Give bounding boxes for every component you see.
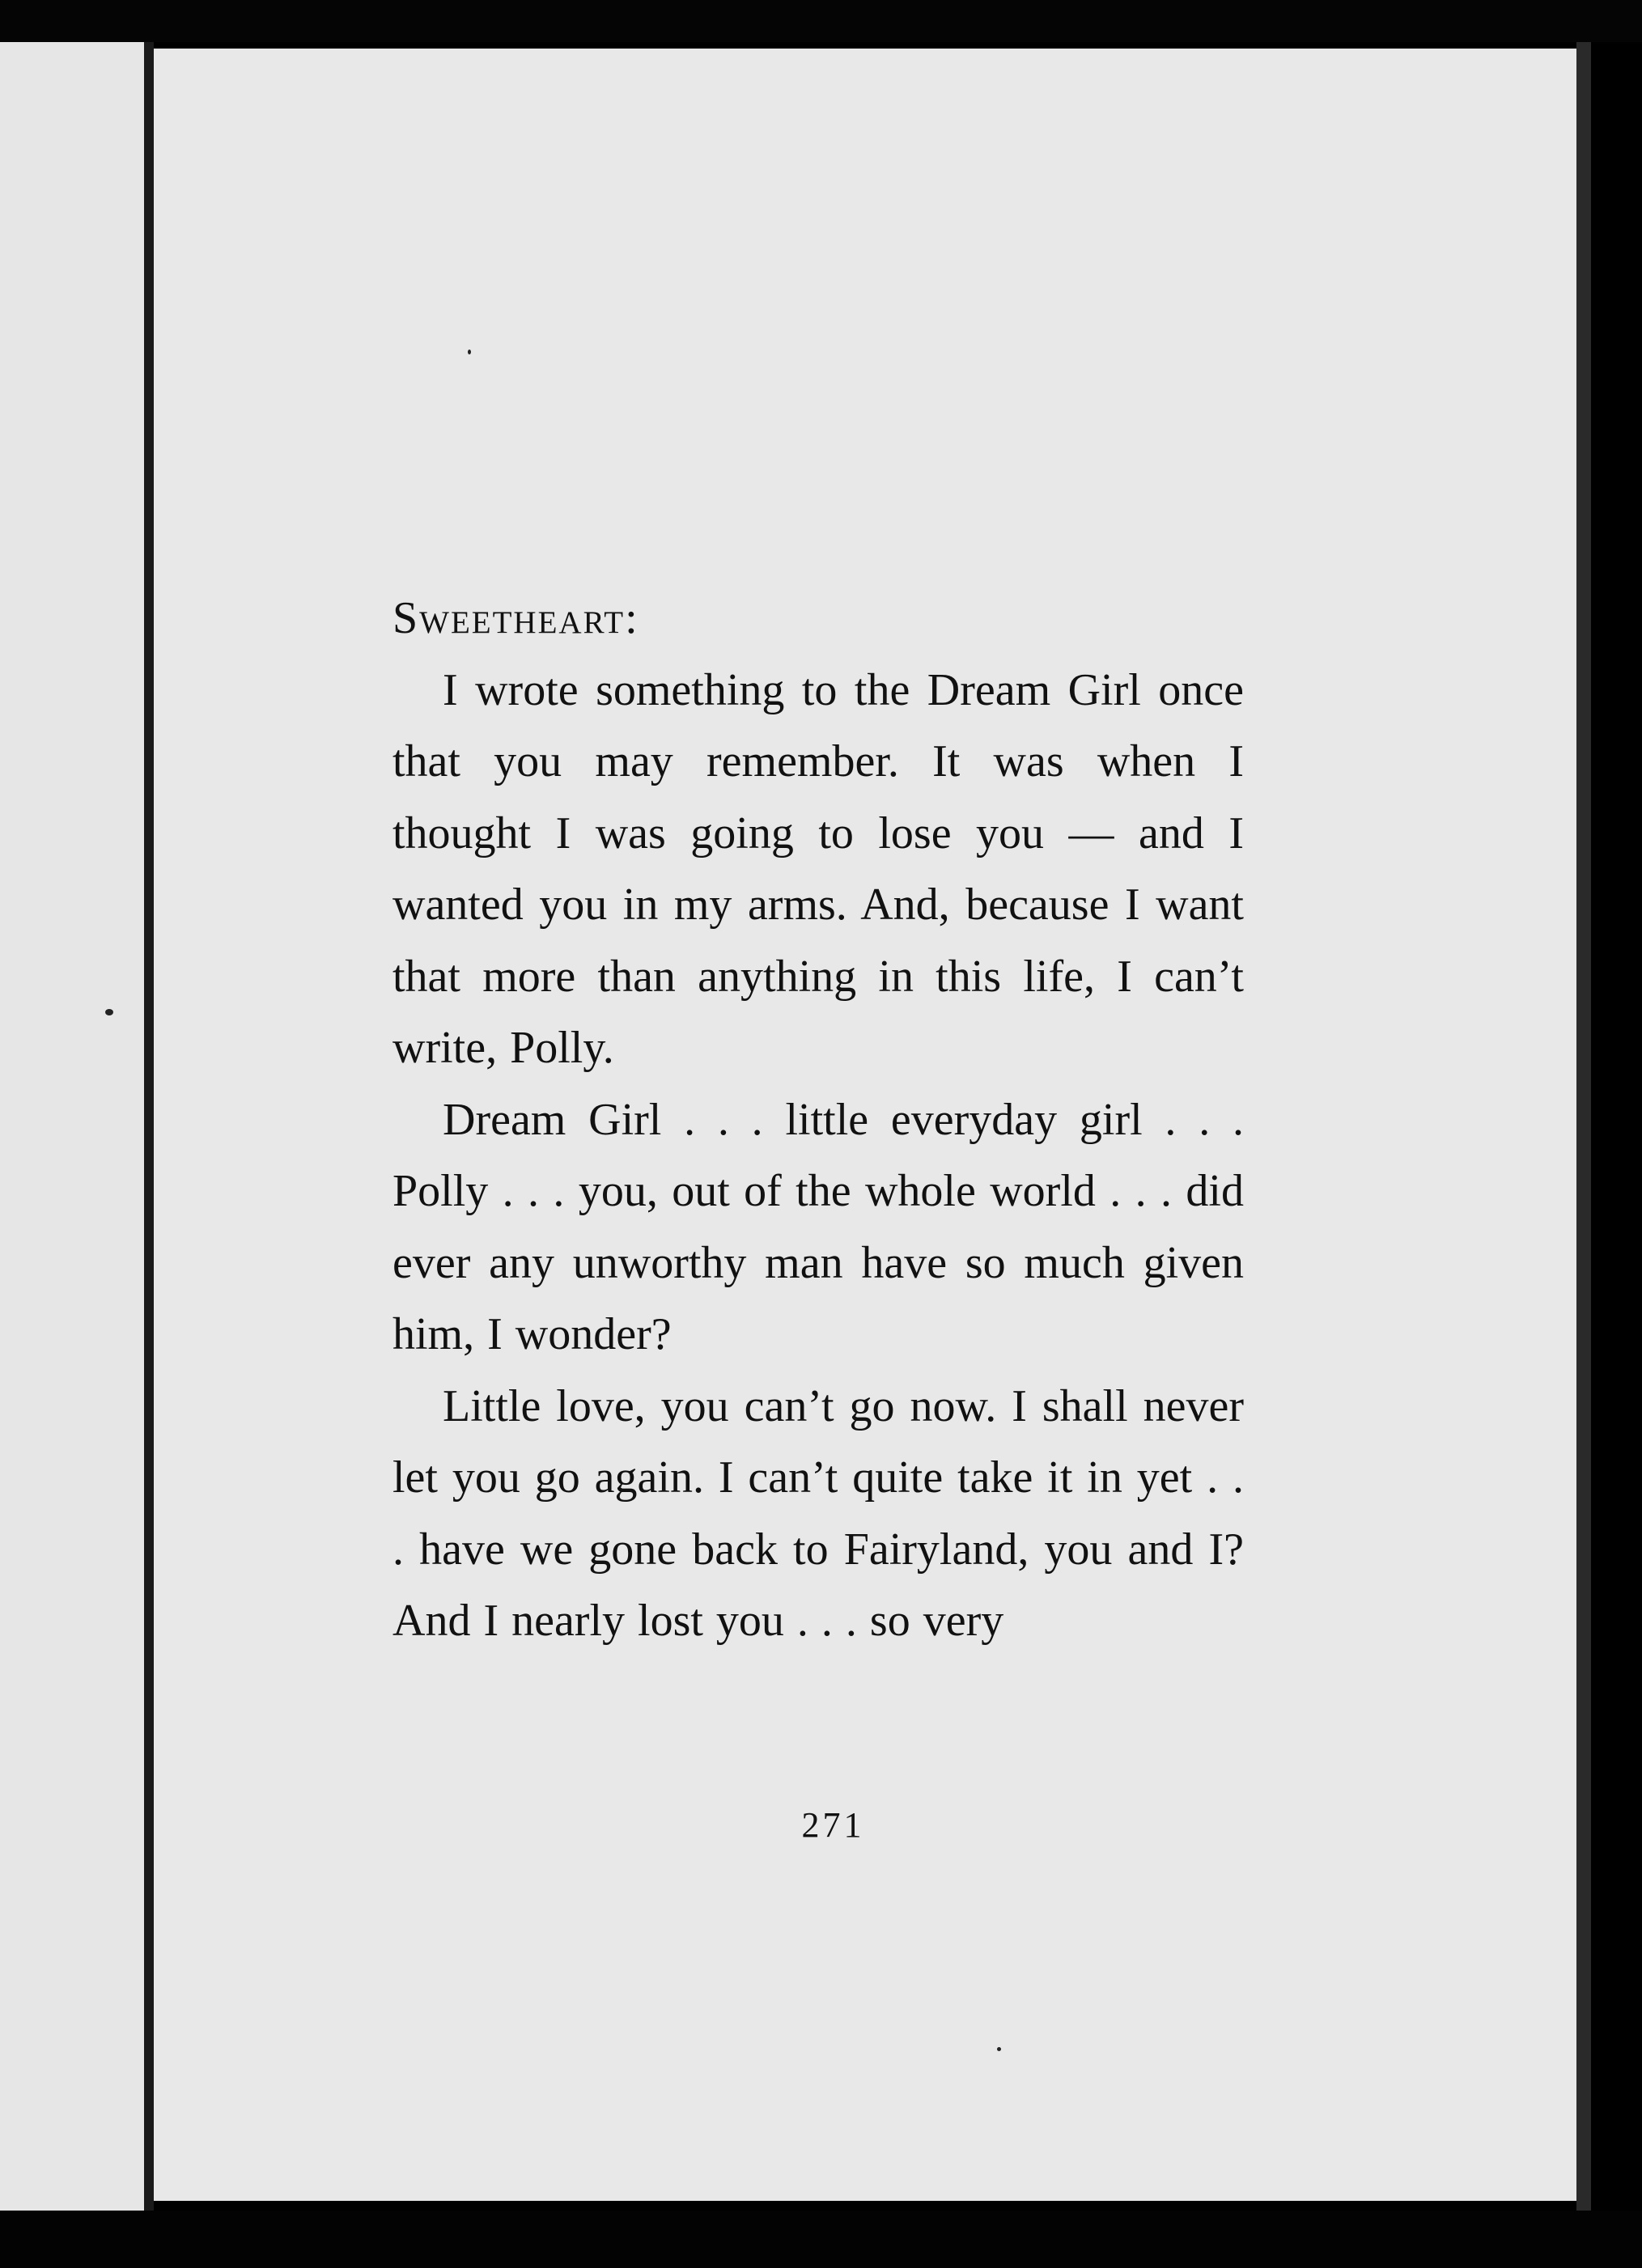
page-right-edge: [1576, 42, 1591, 2211]
paragraph: Dream Girl . . . little everyday girl . . . Polly . . . you, out of the whole world . . . did ever any unworthy man have so much given him, I wonder?: [392, 1094, 1244, 1359]
scan-speck: [997, 2047, 1001, 2051]
scan-speck: [468, 350, 471, 354]
page-number: 271: [801, 1805, 865, 1845]
facing-page-edge: [0, 42, 147, 2211]
paragraph: I wrote something to the Dream Girl once that you may remember. It was when I thought I was going to lose you — and I wanted you in my arms. And, because I want that more than anything in this life, I can’t write, Polly.: [392, 664, 1244, 1073]
salutation: Sweetheart:: [392, 593, 639, 643]
book-gutter: [144, 42, 154, 2211]
scan-bottom-border: [0, 2211, 1642, 2268]
scan-speck: [105, 1009, 113, 1015]
paragraph: Little love, you can’t go now. I shall never let you go again. I can’t quite take it in yet . . . have we gone back to Fairyland, you and I? And I nearly lost you . . . so very: [392, 1380, 1244, 1646]
letter-text: [392, 583, 1244, 1657]
scan-top-border: [0, 0, 1642, 42]
